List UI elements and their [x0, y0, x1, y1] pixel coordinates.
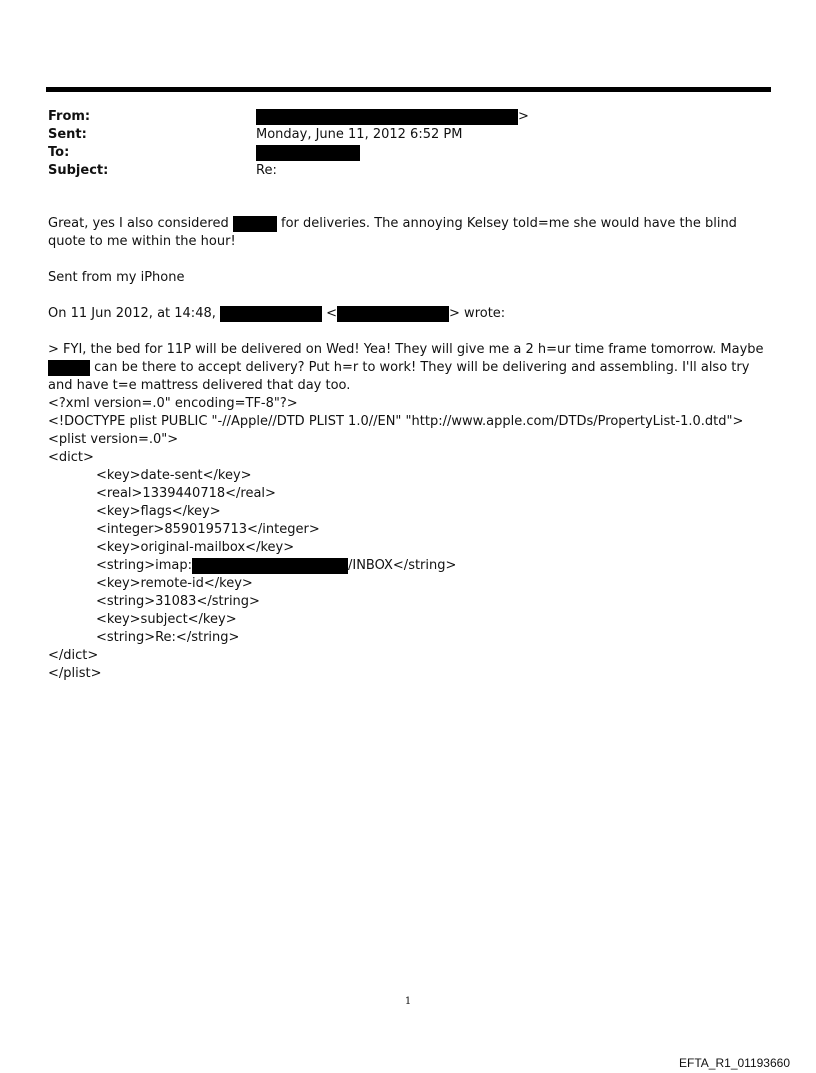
- email-body: [48, 215, 768, 683]
- quote-intro: [48, 305, 768, 323]
- plist-line: </dict>: [48, 648, 99, 663]
- from-row: [48, 108, 748, 126]
- document-id: EFTA_R1_01193660: [679, 1056, 790, 1070]
- plist-line: <integer>8590195713</integer>: [96, 522, 320, 537]
- plist-line: <key>original-mailbox</key>: [96, 540, 295, 555]
- quote-intro-text: <: [322, 306, 338, 321]
- top-rule: [46, 87, 771, 92]
- redaction-box: [192, 558, 348, 574]
- redaction-box: [233, 216, 277, 232]
- plist-line: <plist version=.0">: [48, 432, 179, 447]
- plist-line: <?xml version=.0" encoding=TF-8"?>: [48, 396, 298, 411]
- email-header: [48, 108, 748, 180]
- sent-row: [48, 126, 748, 144]
- body-text: for deliveries. The annoying Kelsey told=me she would have the blind quote to me within the hour!: [48, 216, 737, 249]
- from-label: From:: [48, 109, 91, 124]
- body-paragraph: [48, 215, 768, 251]
- redaction-box: [48, 360, 90, 376]
- quote-intro-text: > wrote:: [449, 306, 506, 321]
- from-value: [256, 108, 529, 126]
- plist-line: [48, 557, 768, 575]
- plist-block: [48, 395, 768, 683]
- plist-line: <dict>: [48, 450, 94, 465]
- plist-text: <string>imap:: [96, 558, 192, 573]
- quote-intro-text: On 11 Jun 2012, at 14:48,: [48, 306, 220, 321]
- plist-line: <string>31083</string>: [96, 594, 260, 609]
- plist-line: <real>1339440718</real>: [96, 486, 276, 501]
- from-suffix: >: [518, 109, 529, 124]
- sent-label: Sent:: [48, 127, 87, 142]
- subject-row: [48, 162, 748, 180]
- to-row: [48, 144, 748, 162]
- subject-value: Re:: [256, 163, 277, 178]
- plist-line: <key>date-sent</key>: [96, 468, 252, 483]
- redaction-box: [220, 306, 322, 322]
- plist-line: <string>Re:</string>: [96, 630, 240, 645]
- plist-text: /INBOX</string>: [347, 558, 457, 573]
- quoted-message: [48, 341, 768, 395]
- page-number: 1: [404, 996, 412, 1007]
- sent-value: Monday, June 11, 2012 6:52 PM: [256, 127, 463, 142]
- to-label: To:: [48, 145, 70, 160]
- redaction-box: [256, 145, 360, 161]
- signature: Sent from my iPhone: [48, 270, 185, 285]
- subject-label: Subject:: [48, 163, 109, 178]
- plist-line: <key>subject</key>: [96, 612, 237, 627]
- quoted-text: can be there to accept delivery? Put h=r to work! They will be delivering and assembling. I'll also try and have t=e mattress delivered that day too.: [48, 360, 750, 393]
- plist-line: <key>remote-id</key>: [96, 576, 253, 591]
- redaction-box: [256, 109, 518, 125]
- plist-line: <key>flags</key>: [96, 504, 221, 519]
- plist-line: </plist>: [48, 666, 102, 681]
- body-text: Great, yes I also considered: [48, 216, 233, 231]
- redaction-box: [337, 306, 449, 322]
- quoted-text: > FYI, the bed for 11P will be delivered on Wed! Yea! They will give me a 2 h=ur time frame tomorrow. Maybe: [48, 342, 764, 357]
- to-value: [256, 144, 360, 162]
- plist-line: <!DOCTYPE plist PUBLIC "-//Apple//DTD PLIST 1.0//EN" "http://www.apple.com/DTDs/PropertyList-1.0.dtd">: [48, 414, 744, 429]
